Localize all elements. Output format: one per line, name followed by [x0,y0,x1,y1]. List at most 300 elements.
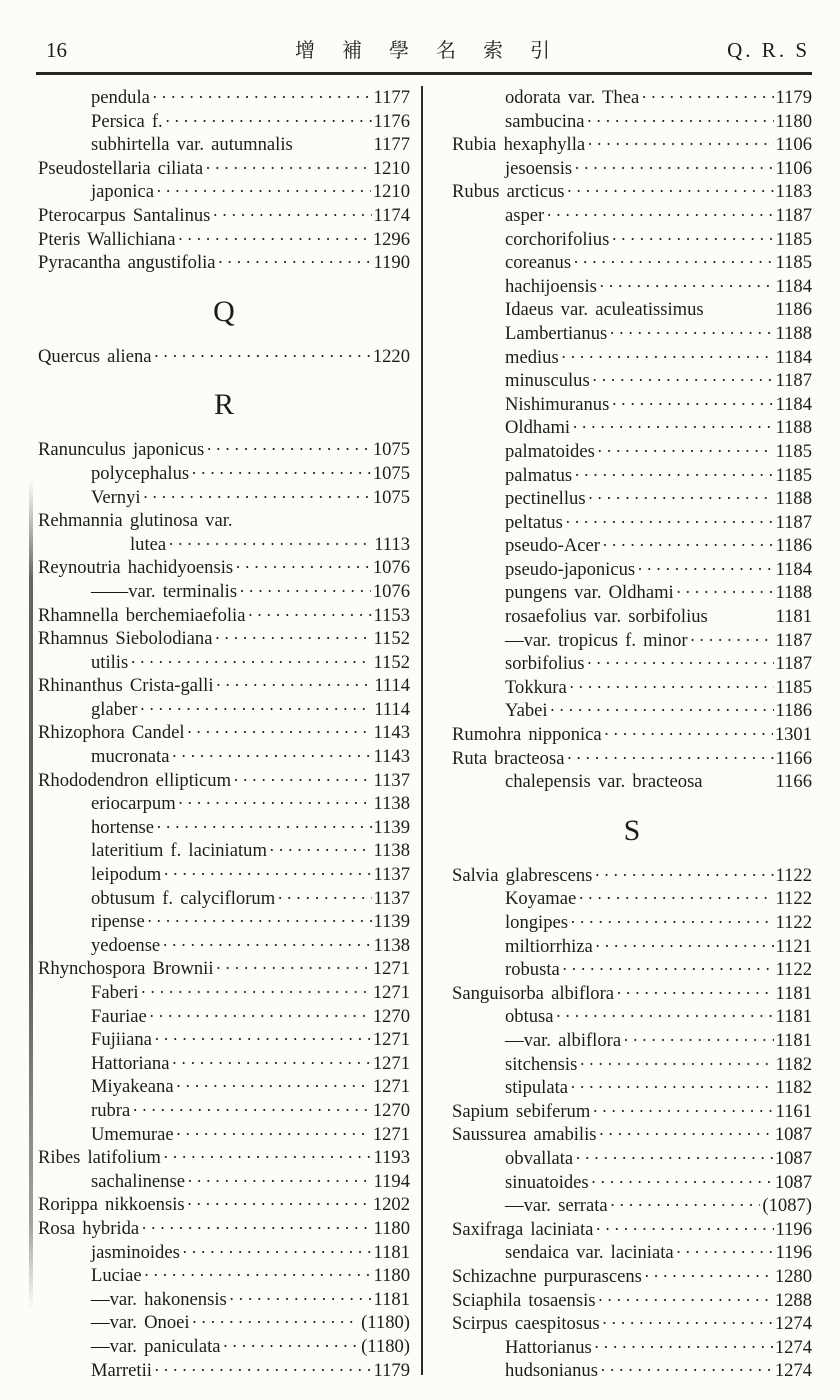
dot-leader [147,910,372,934]
entry-page-ref: (1180) [361,1335,410,1357]
index-entry [452,393,812,417]
entry-page-ref: 1161 [775,1100,812,1122]
entry-page-ref: 1186 [775,535,812,557]
entry-page-ref: 1271 [372,982,410,1003]
index-entry [452,1053,812,1077]
page-number: 16 [46,38,67,62]
entry-page-ref: 1270 [372,1005,410,1027]
dot-leader [130,651,371,675]
index-entry [452,958,812,982]
index-entry [452,110,812,134]
entry-name: japonica [91,181,154,203]
index-entry [452,770,812,794]
index-entry [38,462,410,486]
entry-name: pectinellus [505,488,586,510]
entry-name: Idaeus var. aculeatissimus [505,299,704,321]
entry-page-ref: 1184 [775,346,812,368]
index-entry [452,1289,812,1313]
entry-page-ref: 1187 [775,204,812,226]
index-entry [452,1005,812,1029]
entry-page-ref: 1122 [775,959,812,981]
entry-page-ref: 1181 [775,982,812,1004]
entry-name: medius [505,346,559,368]
entry-name: Yabei [505,700,548,722]
entry-name: peltatus [505,511,563,533]
entry-page-ref: 1138 [373,934,410,956]
entry-page-ref: 1185 [775,464,812,486]
dot-leader [178,228,371,252]
dot-leader [565,511,774,535]
dot-leader [616,982,773,1006]
dot-leader [132,1099,371,1123]
entry-name: stipulata [505,1077,568,1099]
index-entry [38,1123,410,1147]
entry-page-ref: 1179 [775,87,812,108]
entry-page-ref: 1143 [373,722,410,744]
entry-name: palmatus [505,464,573,486]
dot-leader [587,133,773,157]
entry-page-ref: 1166 [775,747,812,769]
index-entry [38,863,410,887]
index-entry [452,346,812,370]
index-entry [452,676,812,700]
index-entry [452,534,812,558]
dot-leader [591,1171,773,1195]
index-entry [38,1311,410,1335]
entry-page-ref: 1087 [774,1171,812,1193]
entry-page-ref: 1122 [775,912,812,933]
entry-page-ref: (1180) [361,1312,410,1334]
dot-leader [247,604,371,628]
entry-page-ref: 1193 [373,1147,410,1169]
dot-leader [610,1194,761,1218]
entry-name: leipodum [91,864,162,886]
entry-page-ref: 1188 [775,417,812,439]
index-entry [452,1359,812,1383]
index-entry [38,698,410,722]
entry-name: Saussurea amabilis [452,1124,597,1146]
entry-page-ref: 1183 [775,181,812,203]
entry-page-ref: 1210 [372,181,410,203]
entry-name: subhirtella var. autumnalis [91,134,293,156]
index-entry [38,1052,410,1076]
entry-page-ref: 1271 [372,1029,410,1051]
index-entry [38,1170,410,1194]
entry-name: rosaefolius var. sorbifolius [505,606,708,628]
dot-leader [676,581,774,605]
dot-leader [561,346,774,370]
entry-name: mucronata [91,746,170,768]
dot-leader [214,627,371,651]
dot-leader [573,251,773,275]
dot-leader [178,792,372,816]
index-entry [38,910,410,934]
index-entry [38,1241,410,1265]
dot-leader [141,1217,371,1241]
page-header [0,0,840,63]
dot-leader [637,558,773,582]
entry-page-ref: 1143 [373,746,410,768]
entry-name: Salvia glabrescens [452,864,593,886]
entry-name: Vernyi [91,486,141,508]
entry-name: pseudo-Acer [505,535,600,557]
index-entry [452,1171,812,1195]
entry-page-ref: 1076 [372,580,410,602]
index-entry [452,1100,812,1124]
index-entry [38,1146,410,1170]
index-entry [38,721,410,745]
index-entry [452,440,812,464]
index-entry [452,1241,812,1265]
index-entry [452,723,812,747]
index-entry [38,792,410,816]
entry-name: Ribes latifolium [38,1147,161,1169]
entry-page-ref: 1166 [775,771,812,793]
dot-leader [143,486,371,510]
dot-leader [235,556,371,580]
dot-leader [602,1312,773,1336]
entry-page-ref: 1196 [775,1242,812,1264]
entry-page-ref: 1274 [774,1360,812,1382]
entry-name: sitchensis [505,1053,578,1075]
entry-page-ref: 1274 [774,1313,812,1335]
dot-leader [218,251,372,275]
entry-name: corchorifolius [505,228,610,250]
index-entry [452,369,812,393]
entry-name: lateritium f. laciniatum [91,840,267,862]
entry-name: polycephalus [91,462,190,484]
dot-leader [575,1147,773,1171]
entry-name: ripense [91,911,145,933]
entry-page-ref: 1180 [775,110,812,132]
entry-name: Hattoriana [91,1052,170,1074]
index-entry [38,1005,410,1029]
dot-leader [233,769,371,793]
entry-page-ref: 1185 [775,676,812,698]
entry-page-ref: 1187 [775,370,812,392]
index-entry [38,769,410,793]
entry-name: Rubia hexaphylla [452,134,586,156]
entry-name: —var. hakonensis [91,1288,227,1310]
section-heading: S [623,813,641,847]
entry-page-ref: 1274 [774,1336,812,1358]
dot-leader [216,674,373,698]
entry-page-ref: 1138 [373,793,410,815]
dot-leader [556,1005,774,1029]
entry-name: Rhizophora Candel [38,722,185,744]
dot-leader [567,180,774,204]
entry-page-ref: 1185 [775,228,812,250]
dot-leader [154,345,371,369]
index-entry [38,86,410,110]
index-entry [38,486,410,510]
entry-name: hortense [91,816,154,838]
dot-leader [152,86,372,110]
entry-name: sorbifolius [505,653,585,675]
entry-name: Oldhami [505,417,571,439]
entry-name: sambucina [505,110,585,132]
entry-page-ref: 1181 [775,1029,812,1051]
index-entry [38,580,410,604]
dot-leader [587,110,774,134]
entry-page-ref: 1177 [373,87,410,108]
dot-leader [144,1264,372,1288]
entry-page-ref: 1185 [775,252,812,274]
dot-leader [191,462,371,486]
index-entry [452,1076,812,1100]
entry-page-ref: 1122 [775,888,812,910]
entry-page-ref: 1137 [373,769,410,791]
entry-page-ref: 1188 [775,322,812,344]
entry-page-ref: 1106 [775,134,812,156]
dot-leader [597,440,774,464]
dot-leader [176,1123,371,1147]
entry-name: Hattorianus [505,1336,592,1358]
index-entry [452,251,812,275]
entry-page-ref: 1179 [373,1359,410,1381]
entry-page-ref: 1187 [775,653,812,675]
index-entry [38,1288,410,1312]
entry-page-ref: 1184 [775,558,812,580]
dot-leader [163,863,371,887]
index-entry [38,1335,410,1359]
index-entry [38,651,410,675]
entry-page-ref: 1181 [373,1288,410,1310]
dot-leader [570,1076,774,1100]
index-entry [452,1194,812,1218]
dot-leader [162,934,371,958]
dot-leader [277,887,371,911]
dot-leader [165,110,372,134]
entry-page-ref: 1220 [372,345,410,367]
dot-leader [644,1265,773,1289]
dot-leader [623,1029,773,1053]
entry-page-ref: 1122 [775,864,812,886]
dot-leader [163,1146,372,1170]
index-entry [452,558,812,582]
entry-page-ref: 1114 [374,698,410,720]
entry-name: Marretii [91,1359,152,1381]
entry-name: hudsonianus [505,1360,598,1382]
dot-leader [187,721,372,745]
index-entry [38,133,410,157]
entry-page-ref: 1182 [775,1077,812,1099]
index-entry [38,228,410,252]
index-entry [452,204,812,228]
entry-name: pendula [91,87,150,108]
entry-page-ref: 1202 [372,1194,410,1216]
entry-page-ref: 1138 [373,840,410,862]
index-entry [38,251,410,275]
index-entry [452,86,812,110]
index-entry [452,629,812,653]
entry-name: utilis [91,651,129,673]
entry-page-ref: 1184 [775,275,812,297]
entry-name: rubra [91,1099,131,1121]
index-entry [452,911,812,935]
entry-page-ref: 1184 [775,393,812,415]
entry-page-ref: 1185 [775,440,812,462]
entry-page-ref: 1106 [775,157,812,179]
entry-page-ref: 1296 [372,228,410,250]
entry-page-ref: 1152 [373,651,410,673]
entry-name: Miyakeana [91,1076,174,1098]
entry-page-ref: 1190 [373,252,410,274]
index-entry [452,699,812,723]
dot-leader [611,228,773,252]
entry-name: —var. albiflora [505,1029,622,1051]
entry-page-ref: 1271 [372,958,410,980]
header-section-range: Q. R. S [727,38,810,62]
dot-leader [592,1100,773,1124]
index-entry [38,533,410,557]
index-entry [38,604,410,628]
section-heading: R [213,388,234,422]
entry-page-ref: 1280 [774,1265,812,1287]
index-entry [452,1123,812,1147]
entry-name: glaber [91,698,138,720]
dot-leader [562,958,774,982]
index-entry [38,438,410,462]
entry-name: sachalinense [91,1170,185,1192]
entry-name: —var. Onoei [91,1312,190,1334]
entry-name: Tokkura [505,676,567,698]
entry-name: —var. tropicus f. minor [505,629,688,651]
entry-name: Pyracantha angustifolia [38,252,216,274]
index-column-right [423,86,812,1383]
dot-leader [171,1052,370,1076]
dot-leader [154,1028,371,1052]
entry-name: robusta [505,959,560,981]
dot-leader [239,580,371,604]
dot-leader [206,438,371,462]
index-entry [38,180,410,204]
index-entry [452,416,812,440]
index-column-left [38,86,410,1383]
entry-name: ——var. terminalis [91,580,238,602]
index-entry [452,1147,812,1171]
entry-name: Pterocarpus Santalinus [38,204,211,226]
entry-name: lutea [130,533,167,555]
index-entry [38,345,410,369]
entry-name: sinuatoides [505,1171,589,1193]
dot-leader [182,1241,372,1265]
entry-name: Pseudostellaria ciliata [38,157,204,179]
entry-name: hachijoensis [505,275,597,297]
entry-page-ref: (1087) [762,1195,812,1217]
entry-page-ref: 1270 [372,1099,410,1121]
entry-page-ref: 1113 [374,533,410,555]
entry-name: Pteris Wallichiana [38,228,176,250]
dot-leader [216,957,371,981]
entry-page-ref: 1087 [774,1124,812,1146]
index-entry [452,133,812,157]
index-entry [452,180,812,204]
dot-leader [604,723,773,747]
index-entry [452,982,812,1006]
dot-leader [602,534,774,558]
entry-page-ref: 1187 [775,511,812,533]
entry-page-ref: 1075 [372,486,410,508]
entry-name: Rumohra nipponica [452,724,602,746]
entry-name: Nishimuranus [505,393,610,415]
entry-name: obvallata [505,1147,574,1169]
index-entry [452,605,812,629]
entry-name: Luciae [91,1265,142,1287]
index-entry [38,627,410,651]
entry-page-ref: 1076 [372,557,410,579]
entry-page-ref: 1152 [373,628,410,650]
entry-page-ref: 1186 [775,299,812,321]
dot-leader [690,629,774,653]
dot-leader [229,1288,372,1312]
dot-leader [212,204,371,228]
dot-leader [599,1123,773,1147]
dot-leader [588,487,774,511]
entry-name: Rhamnella berchemiaefolia [38,604,246,626]
dot-leader [176,1075,371,1099]
entry-name: yedoense [91,934,161,956]
dot-leader [168,533,372,557]
entry-page-ref: 1139 [373,911,410,933]
entry-page-ref: 1181 [775,606,812,628]
entry-page-ref: 1196 [775,1218,812,1240]
entry-page-ref: 1188 [775,582,812,604]
entry-page-ref: 1180 [373,1265,410,1287]
dot-leader [595,935,774,959]
dot-leader [546,204,773,228]
dot-leader [154,1359,372,1383]
dot-leader [599,275,774,299]
dot-leader [641,86,773,110]
entry-name: miltiorrhiza [505,935,593,957]
entry-name: obtusa [505,1006,554,1028]
entry-name: Rhinanthus Crista-galli [38,675,214,697]
index-entry [38,745,410,769]
dot-leader [156,816,372,840]
entry-name: Sapium sebiferum [452,1100,591,1122]
index-entry [452,275,812,299]
entry-name: Ruta bracteosa [452,747,565,769]
entry-name: Quercus aliena [38,345,152,367]
entry-name: Sciaphila tosaensis [452,1289,596,1311]
index-entry [38,887,410,911]
entry-page-ref: 1180 [373,1217,410,1239]
entry-page-ref: 1186 [775,700,812,722]
entry-name: Rorippa nikkoensis [38,1194,185,1216]
index-entry [452,487,812,511]
dot-leader [139,698,372,722]
index-entry [452,652,812,676]
entry-name: jasminoides [91,1241,180,1263]
scan-gutter-artifact [29,480,33,1310]
dot-leader [187,1170,372,1194]
entry-page-ref: 1139 [373,816,410,838]
index-entry [38,1217,410,1241]
entry-name: Scirpus caespitosus [452,1313,600,1335]
entry-name: minusculus [505,370,590,392]
dot-leader [595,1218,773,1242]
index-entry [38,674,410,698]
entry-page-ref: 1137 [373,864,410,886]
entry-name: jesoensis [505,157,573,179]
dot-leader [570,911,773,935]
entry-name: Lambertianus [505,322,608,344]
dot-leader [597,1289,772,1313]
index-entry [38,816,410,840]
index-entry [452,511,812,535]
index-entry [452,581,812,605]
